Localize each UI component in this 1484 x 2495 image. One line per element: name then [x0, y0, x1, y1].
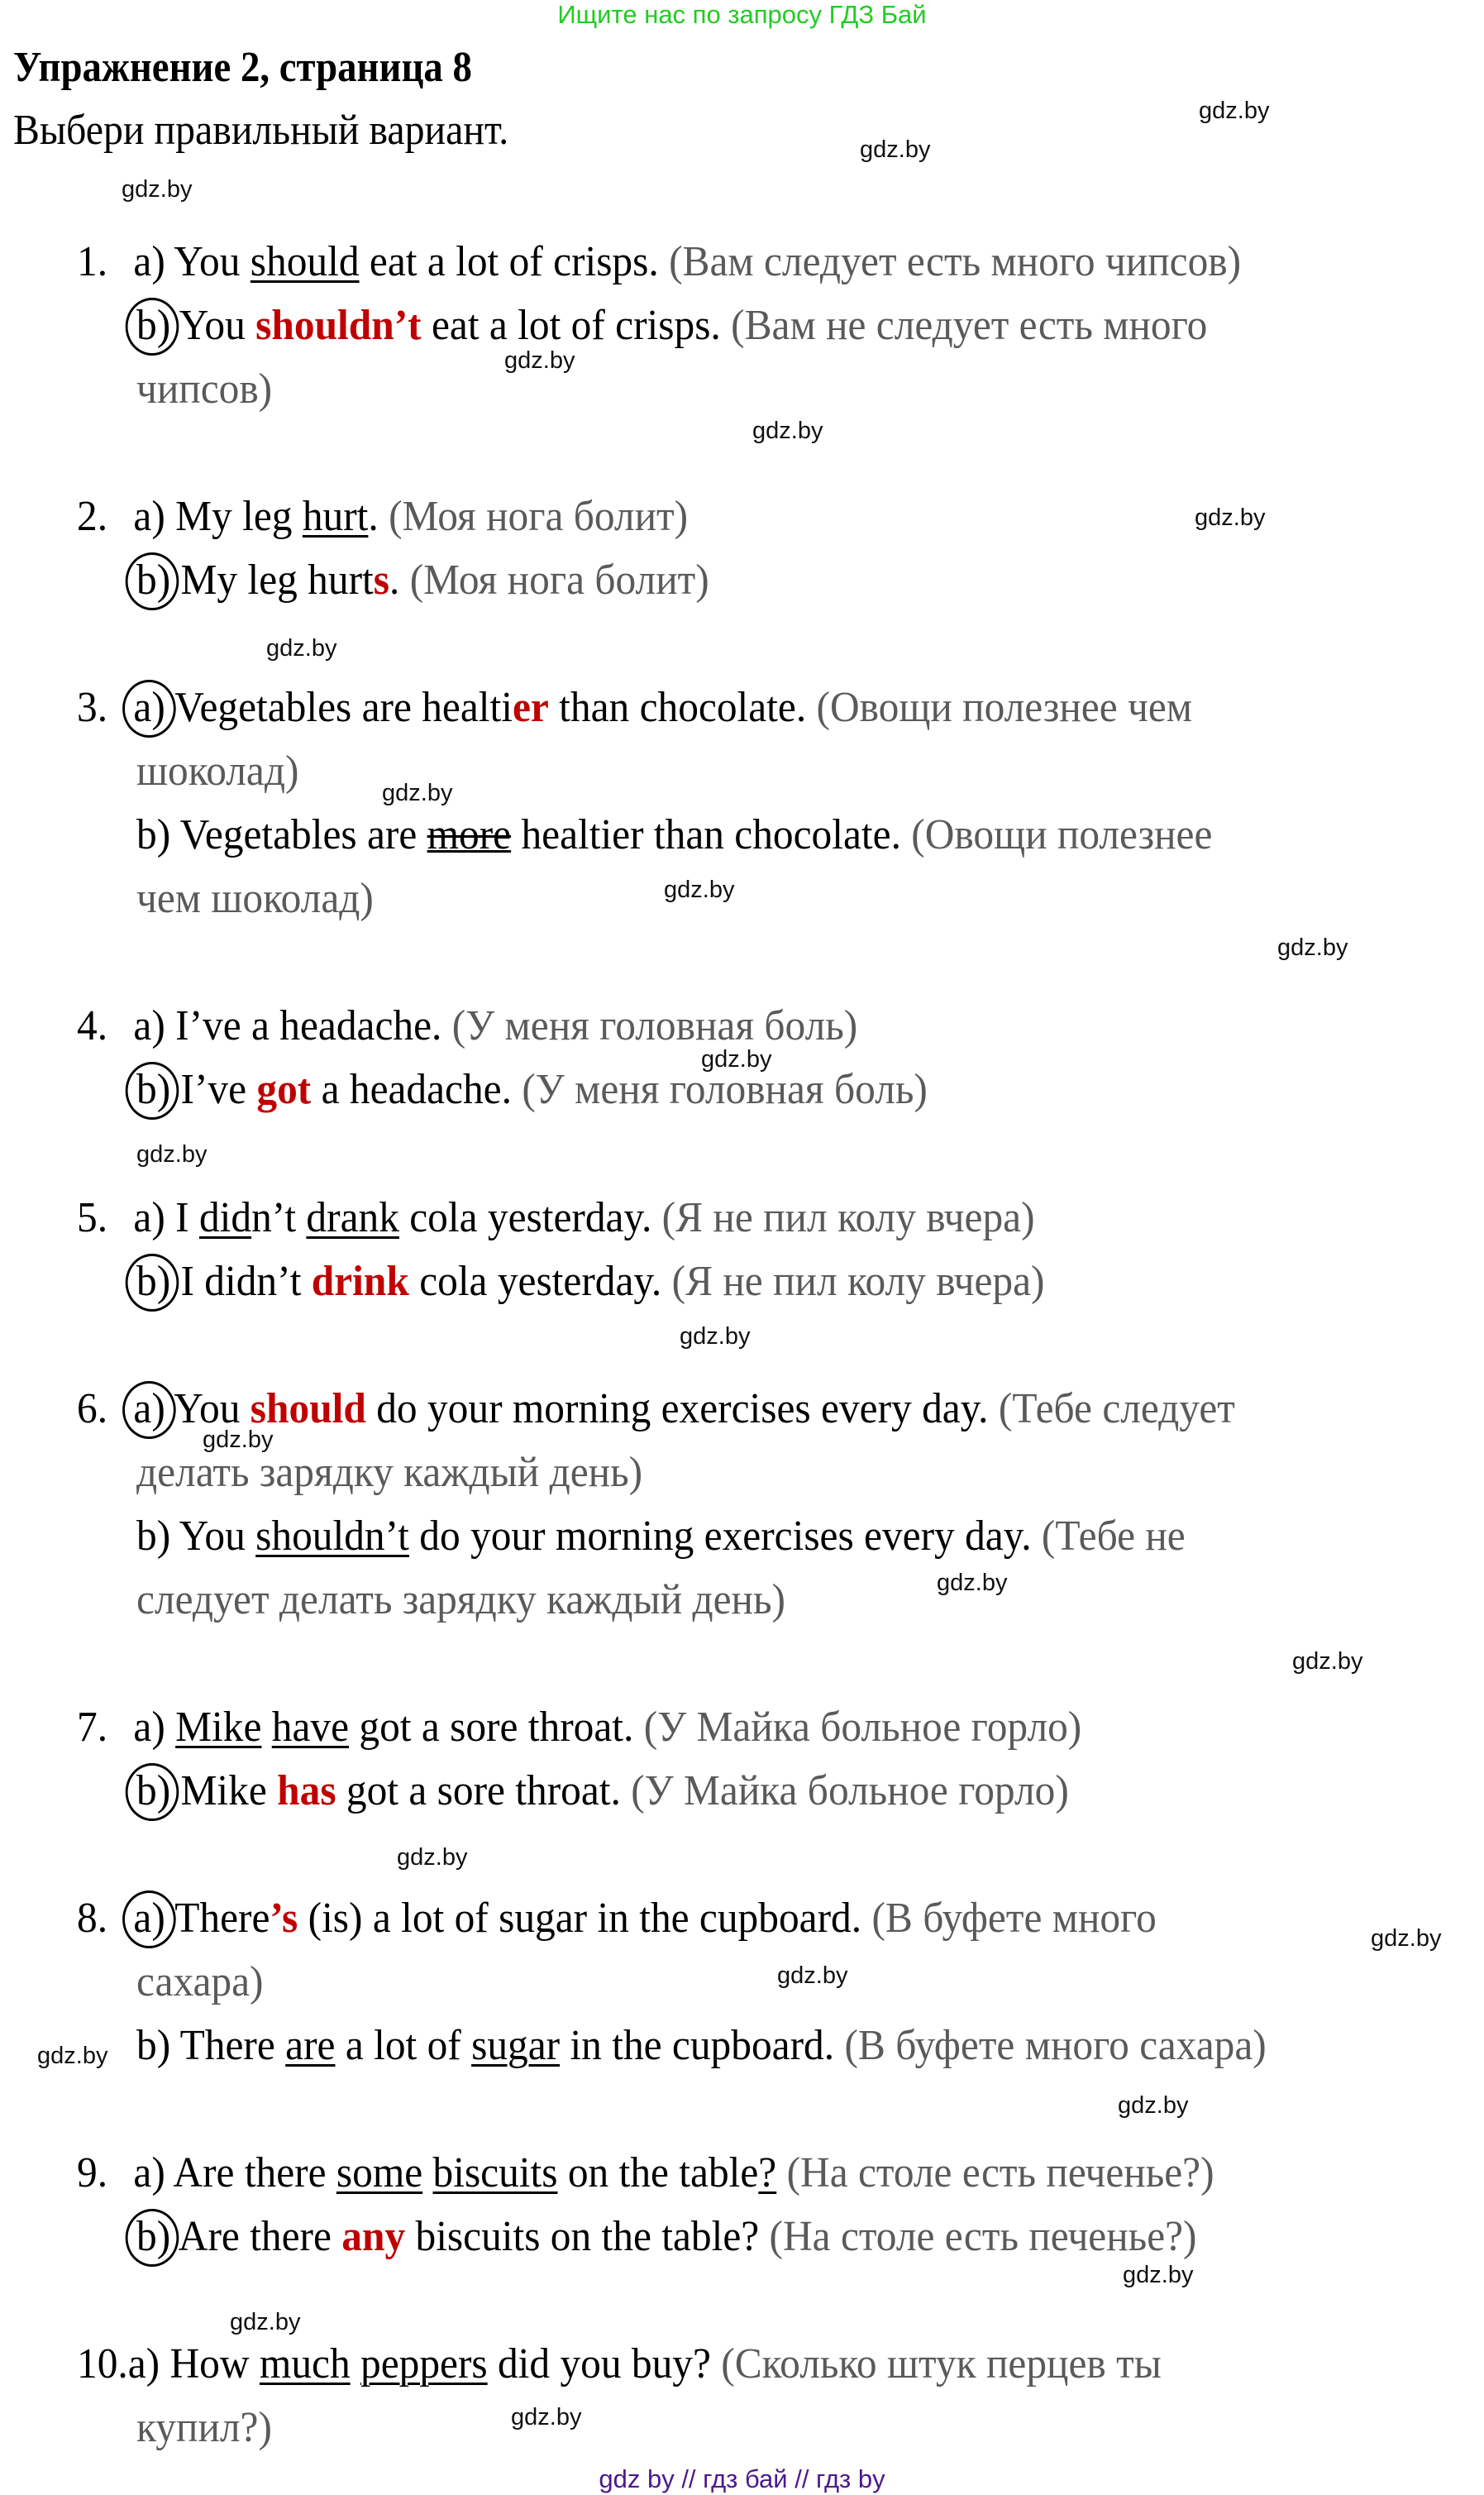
- underlined-word: Mike: [175, 1704, 262, 1751]
- underlined-word: did: [198, 1194, 252, 1241]
- selected-option-circle: b): [136, 1765, 170, 1818]
- watermark: gdz.by: [701, 1046, 772, 1073]
- correction: ’s: [270, 1895, 298, 1942]
- watermark: gdz.by: [1371, 1925, 1442, 1952]
- translation: (Я не пил колу вчера): [671, 1258, 1045, 1305]
- translation: (Овощи полезнее чем: [816, 684, 1193, 731]
- item-5-option-b: b) I didn’t drink cola yesterday. (Я не пил колу вчера): [136, 1255, 1044, 1308]
- underlined-word: much: [259, 2340, 351, 2387]
- translation: (У меня головная боль): [522, 1066, 928, 1113]
- item-6-option-a: 6. a) You should do your morning exercises every day. (Тебе следует: [77, 1383, 1235, 1436]
- selected-option-circle: b): [136, 299, 170, 352]
- watermark: gdz.by: [230, 2309, 301, 2335]
- translation: (В буфете много: [871, 1895, 1157, 1942]
- translation: (У Майка больное горло): [643, 1704, 1082, 1751]
- underlined-word: should: [250, 238, 360, 285]
- underlined-word: sugar: [471, 2022, 561, 2069]
- watermark: gdz.by: [860, 136, 931, 163]
- search-banner: Ищите нас по запросу ГДЗ Бай: [557, 0, 927, 29]
- translation: (Сколько штук перцев ты: [721, 2340, 1162, 2387]
- underlined-word: have: [271, 1704, 350, 1751]
- translation-continued: чем шоколад): [136, 875, 374, 922]
- item-8-option-a: 8. a) There’s (is) a lot of sugar in the cupboard. (В буфете много: [77, 1892, 1157, 1945]
- correction: er: [512, 684, 549, 731]
- translation: (Вам следует есть много чипсов): [669, 238, 1242, 285]
- item-4-option-a: 4. a) I’ve a headache. (У меня головная боль): [77, 1002, 858, 1049]
- watermark: gdz.by: [1277, 934, 1348, 961]
- item-5-option-a: 5. a) I didn’t drank cola yesterday. (Я не пил колу вчера): [77, 1194, 1035, 1241]
- watermark: gdz.by: [136, 1141, 208, 1168]
- watermark: gdz.by: [1292, 1648, 1363, 1675]
- selected-option-circle: b): [136, 1255, 170, 1308]
- item-1-option-a: 1. a) You should eat a lot of crisps. (Вам следует есть много чипсов): [77, 236, 1241, 289]
- translation: (Моя нога болит): [409, 557, 709, 604]
- translation-continued: купил?): [136, 2404, 272, 2451]
- selected-option-circle: a): [133, 1892, 165, 1945]
- correction: s: [373, 557, 390, 604]
- correction: should: [250, 1385, 366, 1432]
- item-number: 10.: [77, 2340, 128, 2387]
- watermark: gdz.by: [37, 2043, 108, 2069]
- correction: any: [341, 2213, 406, 2260]
- item-9-option-b: b) Are there any biscuits on the table? (На столе есть печенье?): [136, 2211, 1197, 2263]
- underlined-word: hurt: [302, 493, 369, 540]
- watermark: gdz.by: [937, 1570, 1008, 1596]
- underlined-word: biscuits: [432, 2149, 558, 2196]
- underlined-word: shouldn’t: [255, 1513, 409, 1560]
- correction: got: [256, 1066, 312, 1113]
- watermark: gdz.by: [511, 2404, 582, 2430]
- underlined-mark: ?: [758, 2149, 777, 2196]
- watermark: gdz.by: [122, 176, 193, 203]
- selected-option-circle: b): [136, 554, 170, 607]
- item-3-option-b: b) Vegetables are more healtier than chocolate. (Овощи полезнее: [136, 811, 1213, 858]
- translation: (Я не пил колу вчера): [661, 1194, 1035, 1241]
- translation: (Моя нога болит): [389, 493, 689, 540]
- item-9-option-a: 9. a) Are there some biscuits on the table? (На столе есть печенье?): [77, 2149, 1214, 2196]
- watermark: gdz.by: [752, 418, 823, 444]
- translation: (У Майка больное горло): [631, 1767, 1069, 1814]
- watermark: gdz.by: [504, 347, 575, 374]
- translation-continued: делать зарядку каждый день): [136, 1449, 643, 1496]
- item-4-option-b: b) I’ve got a headache. (У меня головная боль): [136, 1063, 928, 1116]
- translation: (У меня головная боль): [451, 1002, 858, 1049]
- translation-continued: сахара): [136, 1958, 264, 2005]
- selected-option-circle: a): [133, 681, 165, 734]
- underlined-word: peppers: [360, 2340, 488, 2387]
- translation: (На столе есть печенье?): [786, 2149, 1214, 2196]
- item-6-option-b: b) You shouldn’t do your morning exercises every day. (Тебе не: [136, 1513, 1186, 1560]
- watermark: gdz.by: [680, 1323, 751, 1350]
- item-1-option-b: b) You shouldn’t eat a lot of crisps. (Вам не следует есть много: [136, 299, 1207, 352]
- option-label: a): [133, 238, 165, 285]
- correction: has: [277, 1767, 336, 1814]
- watermark: gdz.by: [397, 1844, 468, 1871]
- translation-continued: чипсов): [136, 366, 273, 413]
- item-number: 1.: [77, 238, 108, 285]
- watermark: gdz.by: [266, 635, 337, 662]
- item-7-option-a: 7. a) Mike have got a sore throat. (У Майка больное горло): [77, 1704, 1082, 1751]
- underlined-word: some: [336, 2149, 423, 2196]
- watermark: gdz.by: [203, 1427, 274, 1453]
- selected-option-circle: a): [133, 1383, 165, 1436]
- struck-word: more: [427, 811, 512, 858]
- item-2-option-b: b) My leg hurts. (Моя нога болит): [136, 554, 709, 607]
- watermark: gdz.by: [1118, 2092, 1189, 2119]
- translation: (На столе есть печенье?): [769, 2213, 1197, 2260]
- item-8-option-b: b) There are a lot of sugar in the cupboard. (В буфете много сахара): [136, 2022, 1267, 2069]
- page-title: Упражнение 2, страница 8: [13, 44, 472, 91]
- correction: drink: [311, 1258, 409, 1305]
- translation-continued: шоколад): [136, 748, 299, 795]
- item-7-option-b: b) Mike has got a sore throat. (У Майка больное горло): [136, 1765, 1069, 1818]
- watermark: gdz.by: [777, 1962, 848, 1989]
- watermark: gdz.by: [1195, 504, 1266, 531]
- task-instruction: Выбери правильный вариант.: [13, 107, 509, 154]
- underlined-word: are: [285, 2022, 336, 2069]
- watermark: gdz.by: [1123, 2262, 1194, 2288]
- watermark: gdz.by: [382, 780, 453, 806]
- watermark: gdz.by: [1199, 98, 1270, 124]
- translation: (Тебе следует: [998, 1385, 1235, 1432]
- footer-links: gdz by // гдз бай // гдз by: [599, 2464, 885, 2493]
- correction: shouldn’t: [255, 302, 422, 349]
- item-2-option-a: 2. a) My leg hurt. (Моя нога болит): [77, 493, 689, 540]
- translation: (Тебе не: [1041, 1513, 1186, 1560]
- selected-option-circle: b): [136, 2211, 170, 2263]
- selected-option-circle: b): [136, 1063, 170, 1116]
- underlined-word: drank: [306, 1194, 399, 1241]
- translation-continued: следует делать зарядку каждый день): [136, 1576, 785, 1623]
- translation: (Вам не следует есть много: [731, 302, 1208, 349]
- translation: (В буфете много сахара): [844, 2022, 1267, 2069]
- translation: (Овощи полезнее: [911, 811, 1213, 858]
- item-3-option-a: 3. a) Vegetables are healtier than chocolate. (Овощи полезнее чем: [77, 681, 1192, 734]
- watermark: gdz.by: [664, 877, 735, 903]
- item-10-option-a: 10.a) How much peppers did you buy? (Сколько штук перцев ты: [77, 2340, 1162, 2387]
